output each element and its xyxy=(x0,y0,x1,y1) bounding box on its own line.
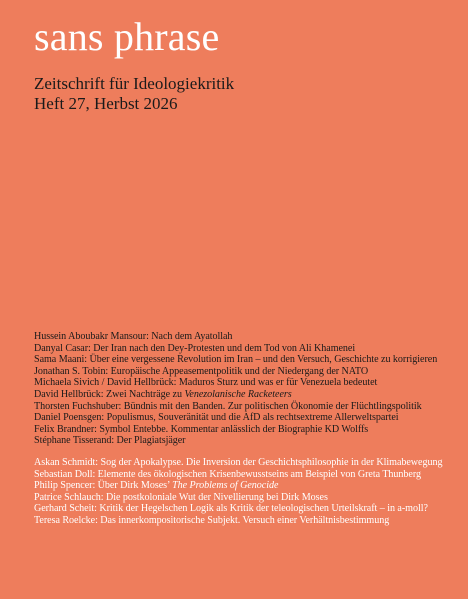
entry-text: Stéphane Tisserand: Der Plagiatsjäger xyxy=(34,435,186,447)
contents-entry xyxy=(34,354,464,366)
entry-text: Thorsten Fuchshuber: Bündnis mit den Banden. Zur politischen Ökonomie der Flüchtlingspolitik xyxy=(34,400,422,412)
entry-text: Michaela Sivich / David Hellbrück: Maduros Sturz und was er für Venezuela bedeutet xyxy=(34,377,378,389)
contents-entry xyxy=(34,401,464,413)
contents-entry xyxy=(34,366,464,378)
contents-entry xyxy=(34,469,464,481)
contents-entry xyxy=(34,503,464,515)
entry-text: Philip Spencer: Über Dirk Moses’ xyxy=(34,480,173,492)
journal-title: sans phrase xyxy=(34,14,220,59)
contents-entry xyxy=(34,331,464,343)
entry-text: Gerhard Scheit: Kritik der Hegelschen Logik als Kritik der teleologischen Urteilskraft – in a-moll? xyxy=(34,503,428,515)
contents-entry xyxy=(34,412,464,424)
issue-info: Heft 27, Herbst 2026 xyxy=(34,94,178,113)
entry-text: David Hellbrück: Zwei Nachträge zu xyxy=(34,388,185,400)
entry-text: Askan Schmidt: Sog der Apokalypse. Die Inversion der Geschichtsphilosophie in der Klimabewegung xyxy=(34,456,443,468)
contents-entry xyxy=(34,480,464,492)
entry-text: Sama Maani: Über eine vergessene Revolution im Iran – und den Versuch, Geschichte zu korrigieren xyxy=(34,354,438,366)
contents-entry xyxy=(34,377,464,389)
entry-text: Daniel Poensgen: Populismus, Souveränität und die AfD als rechtsextreme Allerweltspartei xyxy=(34,412,399,424)
entry-text: Danyal Casar: Der Iran nach den Dey-Protesten und dem Tod von Ali Khamenei xyxy=(34,342,356,354)
entry-text: Teresa Roelcke: Das innerkompositorische Subjekt. Versuch einer Verhältnisbestimmung xyxy=(34,514,390,526)
contents-section-primary xyxy=(34,331,464,447)
contents-entry xyxy=(34,424,464,436)
entry-text: Patrice Schlauch: Die postkoloniale Wut der Nivellierung bei Dirk Moses xyxy=(34,491,328,503)
contents-entry xyxy=(34,492,464,504)
contents-entry xyxy=(34,457,464,469)
entry-text: Hussein Aboubakr Mansour: Nach dem Ayatollah xyxy=(34,331,233,342)
contents-entry xyxy=(34,435,464,447)
entry-italic-title: The Problems of Genocide xyxy=(172,480,279,492)
table-of-contents xyxy=(34,331,464,527)
journal-subtitle: Zeitschrift für Ideologiekritik xyxy=(34,74,235,93)
entry-italic-title: Venezolanische Racketeers xyxy=(184,388,292,400)
entry-text: Jonathan S. Tobin: Europäische Appeasementpolitik und der Niedergang der NATO xyxy=(34,365,369,377)
entry-text: Sebastian Doll: Elemente des ökologischen Krisenbewusstseins am Beispiel von Greta Thunberg xyxy=(34,468,421,480)
contents-entry xyxy=(34,515,464,527)
entry-text: Felix Brandner: Symbol Entebbe. Kommentar anlässlich der Biographie KD Wolffs xyxy=(34,423,369,435)
contents-section-secondary xyxy=(34,457,464,527)
contents-entry xyxy=(34,343,464,355)
contents-entry xyxy=(34,389,464,401)
